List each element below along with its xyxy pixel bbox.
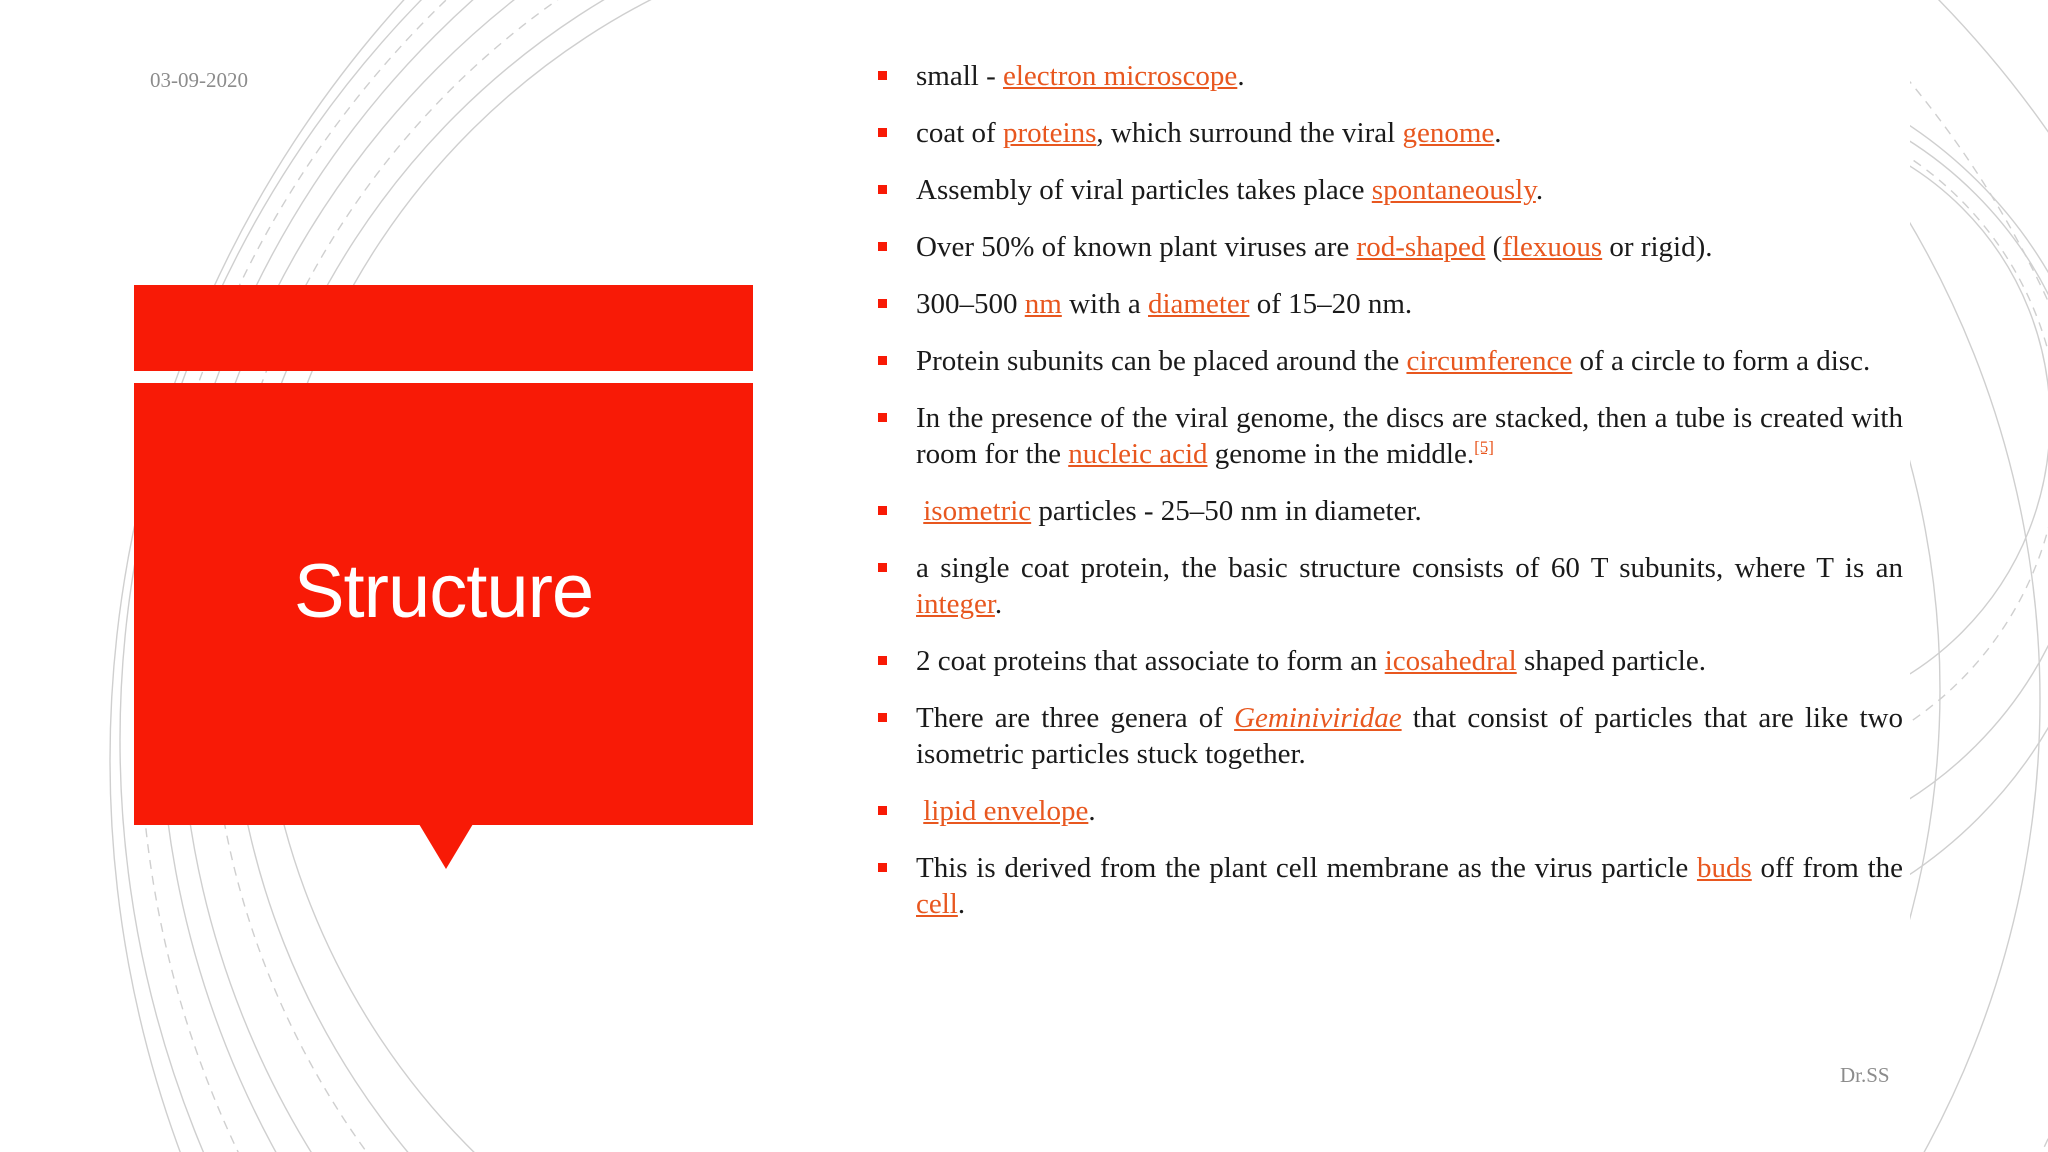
bullet-item (878, 172, 1903, 208)
bullet-text: . (994, 588, 1003, 620)
link-genome[interactable]: genome (1402, 117, 1495, 149)
bullet-text: a single coat protein, the basic structure consists of 60 T subunits, where T is an (916, 552, 1903, 584)
bullet-text: . (1237, 60, 1245, 92)
bullet-square-icon (878, 71, 887, 80)
bullet-text: In the presence of the viral genome, the discs are stacked, then a tube is created with room for the (916, 402, 1903, 470)
bullet-text: of a circle to form a disc. (1572, 345, 1871, 377)
link-electron-microscope[interactable]: electron microscope (1003, 60, 1238, 92)
bullet-text: shaped particle. (1516, 645, 1706, 677)
bullet-text: There are three genera of (916, 702, 1235, 734)
bullet-text: . (957, 888, 966, 920)
bullet-square-icon (878, 242, 887, 251)
link-nm[interactable]: nm (1024, 288, 1062, 320)
bullet-square-icon (878, 713, 887, 722)
bullet-list (878, 58, 1903, 922)
bullet-item (878, 343, 1903, 379)
bullet-square-icon (878, 563, 887, 572)
callout-pointer (419, 824, 473, 869)
bullet-square-icon (878, 413, 887, 422)
bullet-text: , which surround the viral (1096, 117, 1403, 149)
bullet-square-icon (878, 356, 887, 365)
bullet-square-icon (878, 128, 887, 137)
bullet-text: Over 50% of known plant viruses are (916, 231, 1357, 263)
bullet-text: ( (1485, 231, 1503, 263)
bullet-text: Protein subunits can be placed around the (916, 345, 1407, 377)
link-circumference[interactable]: circumference (1406, 345, 1573, 377)
bullet-item (878, 793, 1903, 829)
bullet-text: . (1535, 174, 1544, 206)
bullet-item (878, 286, 1903, 322)
bullet-text: with a (1061, 288, 1148, 320)
bullet-text: small - (916, 60, 1003, 92)
bullet-square-icon (878, 656, 887, 665)
bullet-item (878, 115, 1903, 151)
bullet-item (878, 58, 1903, 94)
bullet-text: genome in the middle. (1207, 438, 1475, 470)
bullet-text: . (1494, 117, 1502, 149)
bullet-item (878, 550, 1903, 622)
bullet-square-icon (878, 806, 887, 815)
link-nucleic-acid[interactable]: nucleic acid (1068, 438, 1208, 470)
bullet-item (878, 493, 1903, 529)
link-spontaneously[interactable]: spontaneously (1371, 174, 1536, 206)
bullet-text: . (1088, 795, 1096, 827)
red-header-bar (134, 285, 753, 371)
link-isometric[interactable]: isometric (923, 495, 1032, 527)
link-flexuous[interactable]: flexuous (1502, 231, 1603, 263)
link-integer[interactable]: integer (916, 588, 995, 620)
bullet-text: 2 coat proteins that associate to form an (916, 645, 1385, 677)
link-diameter[interactable]: diameter (1148, 288, 1250, 320)
bullet-text: This is derived from the plant cell membrane as the virus particle (916, 852, 1697, 884)
link-lipid-envelope[interactable]: lipid envelope (923, 795, 1089, 827)
link-cell[interactable]: cell (916, 888, 958, 920)
bullet-square-icon (878, 299, 887, 308)
bullet-text: or rigid). (1602, 231, 1713, 263)
bullet-text: of 15–20 nm. (1249, 288, 1413, 320)
link-geminiviridae[interactable]: Geminiviridae (1234, 702, 1402, 734)
bullet-item (878, 400, 1903, 472)
bullet-text: particles - 25–50 nm in diameter. (1031, 495, 1422, 527)
bullet-item (878, 229, 1903, 265)
slide-footer: Dr.SS (1840, 1063, 1890, 1087)
bullet-square-icon (878, 506, 887, 515)
bullet-square-icon (878, 863, 887, 872)
slide-date: 03-09-2020 (150, 68, 248, 92)
bullet-item (878, 643, 1903, 679)
bullet-square-icon (878, 185, 887, 194)
bullet-text: coat of (916, 117, 1003, 149)
bullet-text: Assembly of viral particles takes place (916, 174, 1372, 206)
link-buds[interactable]: buds (1696, 852, 1752, 884)
bullet-item (878, 700, 1903, 772)
link-rod-shaped[interactable]: rod-shaped (1356, 231, 1486, 263)
bullet-text: 300–500 (916, 288, 1025, 320)
slide-title: Structure (293, 549, 594, 634)
bullet-text: off from the (1751, 852, 1903, 884)
link-icosahedral[interactable]: icosahedral (1384, 645, 1517, 677)
bullet-text: that consist of particles that are like two isometric particles stuck together. (916, 702, 1903, 770)
citation-link[interactable]: [5] (1474, 437, 1494, 457)
link-proteins[interactable]: proteins (1002, 117, 1097, 149)
bullet-item (878, 850, 1903, 922)
